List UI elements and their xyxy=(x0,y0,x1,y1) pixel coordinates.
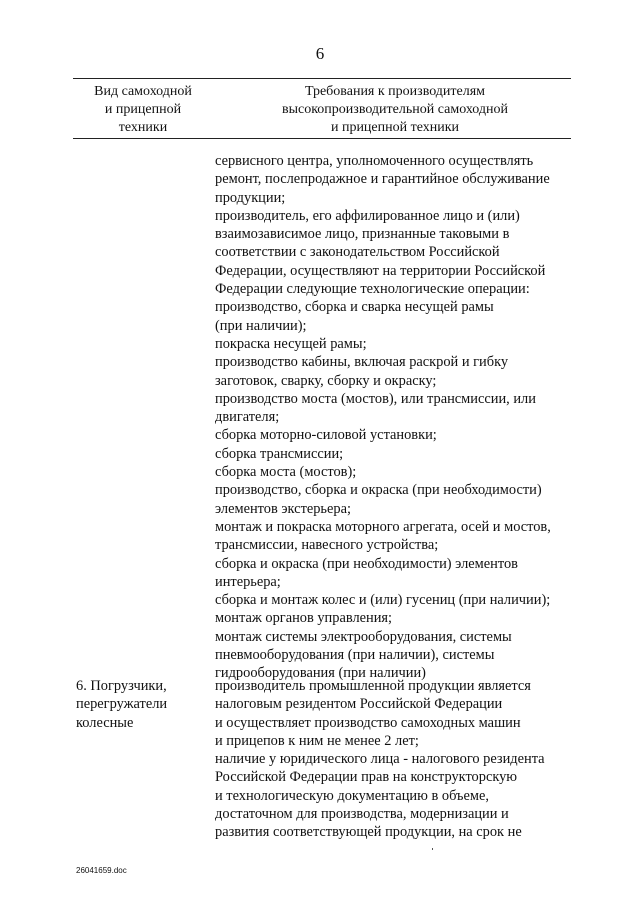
text-line: покраска несущей рамы; xyxy=(215,335,367,352)
text-line: пневмооборудования (при наличии), системы xyxy=(215,647,495,664)
header-col-requirements-line: высокопроизводительной самоходной xyxy=(281,102,509,117)
header-col-requirements-line: Требования к производителям xyxy=(304,84,486,99)
text-line: сервисного центра, уполномоченного осуществлять xyxy=(215,153,534,169)
text-line: производство, сборка и сварка несущей рамы xyxy=(215,299,494,316)
page-number: 6 xyxy=(315,44,325,63)
text-line: производство кабины, включая раскрой и гибку xyxy=(215,354,509,371)
row-6-label-line: 6. Погрузчики, xyxy=(76,678,167,694)
text-line: Российской Федерации прав на конструкторскую xyxy=(215,769,518,786)
text-line: производитель промышленной продукции является xyxy=(215,678,531,694)
continuation-text xyxy=(215,152,551,683)
header-col-kind-line: Вид самоходной xyxy=(94,84,192,99)
text-line: сборка трансмиссии; xyxy=(215,445,344,462)
text-line: сборка моста (мостов); xyxy=(215,464,357,481)
text-line: элементов экстерьера; xyxy=(215,500,351,517)
text-line: налоговым резидентом Российской Федерации xyxy=(215,696,503,713)
text-line: производство, сборка и окраска (при необходимости) xyxy=(215,482,542,499)
text-line: и осуществляет производство самоходных машин xyxy=(215,714,521,731)
text-line: монтаж системы электрооборудования, системы xyxy=(215,628,512,645)
header-col-kind-line: и прицепной xyxy=(104,102,182,117)
text-line: развития соответствующей продукции, на срок не xyxy=(215,824,522,841)
scan-speck xyxy=(432,848,433,850)
row-6-label-line: колесные xyxy=(76,714,134,731)
text-line: гидрооборудования (при наличии) xyxy=(215,665,426,682)
header-top-rule xyxy=(73,78,571,79)
text-line: продукции; xyxy=(215,189,286,206)
text-line: интерьера; xyxy=(215,573,281,590)
text-line: монтаж и покраска моторного агрегата, осей и мостов, xyxy=(215,518,551,535)
text-line: монтаж органов управления; xyxy=(215,610,393,627)
row-6-requirements xyxy=(215,677,545,842)
text-line: заготовок, сварку, сборку и окраску; xyxy=(215,372,437,389)
text-line: производитель, его аффилированное лицо и (или) xyxy=(215,207,520,224)
text-line: двигателя; xyxy=(215,409,280,426)
text-line: и прицепов к ним не менее 2 лет; xyxy=(215,732,419,749)
text-line: (при наличии); xyxy=(215,317,307,334)
header-col-kind-line: техники xyxy=(118,120,168,135)
text-line: сборка моторно-силовой установки; xyxy=(215,427,437,444)
row-6-label xyxy=(76,677,167,732)
text-line: Федерации, осуществляют на территории Российской xyxy=(215,262,546,279)
text-line: взаимозависимое лицо, признанные таковыми в xyxy=(215,226,510,243)
text-line: сборка и окраска (при необходимости) элементов xyxy=(215,555,518,572)
footer-filename: 26041659.doc xyxy=(76,866,127,875)
header-bottom-rule xyxy=(73,138,571,139)
text-line: сборка и монтаж колес и (или) гусениц (при наличии); xyxy=(215,592,551,609)
row-6-label-line: перегружатели xyxy=(76,696,168,713)
header-col-requirements xyxy=(230,83,560,137)
text-line: и технологическую документацию в объеме, xyxy=(215,787,489,804)
text-line: Федерации следующие технологические операции: xyxy=(215,281,530,298)
text-line: трансмиссии, навесного устройства; xyxy=(215,537,439,554)
text-line: соответствии с законодательством Российской xyxy=(215,244,500,261)
text-line: ремонт, послепродажное и гарантийное обслуживание xyxy=(215,171,550,188)
text-line: достаточном для производства, модернизации и xyxy=(215,806,509,823)
header-col-requirements-line: и прицепной техники xyxy=(330,120,460,135)
header-col-kind xyxy=(68,83,218,137)
text-line: производство моста (мостов), или трансмиссии, или xyxy=(215,390,536,407)
text-line: наличие у юридического лица - налогового резидента xyxy=(215,751,545,768)
